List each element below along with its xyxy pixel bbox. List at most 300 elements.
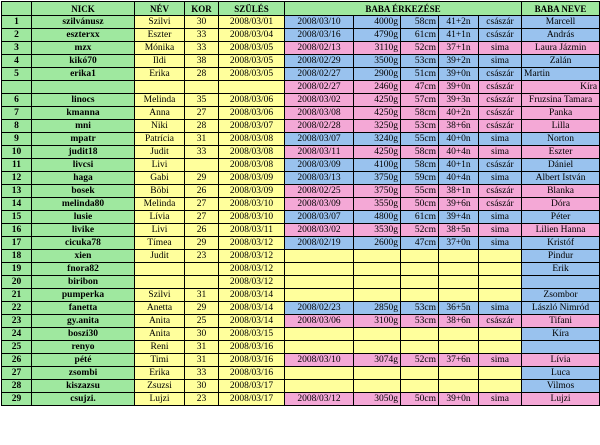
baby-name-cell: Pindur — [522, 250, 600, 263]
gestation-week-cell: 40+4n — [439, 146, 479, 159]
birth-date-cell: 2008/03/10 — [285, 16, 354, 29]
name-cell — [135, 263, 185, 276]
row-index: 15 — [2, 211, 32, 224]
row-index: 2 — [2, 29, 32, 42]
baby-name-cell: Dániel — [522, 159, 600, 172]
gestation-week-cell: 39+0n — [439, 81, 479, 94]
due-date-cell: 2008/03/01 — [219, 16, 285, 29]
delivery-mode-cell: császár — [479, 107, 522, 120]
nick-cell: fanetta — [32, 302, 135, 315]
table-row — [2, 198, 600, 211]
delivery-mode-cell: császár — [479, 68, 522, 81]
due-date-cell: 2008/03/08 — [219, 146, 285, 159]
name-cell: Reni — [135, 341, 185, 354]
age-cell: 25 — [185, 315, 219, 328]
row-index: 13 — [2, 185, 32, 198]
table-row — [2, 185, 600, 198]
birth-date-cell: 2008/02/23 — [285, 302, 354, 315]
due-date-cell: 2008/03/11 — [219, 224, 285, 237]
baby-name-cell: Kíra — [522, 328, 600, 341]
baby-name-cell: Blanka — [522, 185, 600, 198]
gestation-week-cell: 37+1n — [439, 42, 479, 55]
delivery-mode-cell: sima — [479, 393, 522, 406]
row-index: 7 — [2, 107, 32, 120]
birth-date-cell: 2008/03/09 — [285, 159, 354, 172]
baby-name-cell: Tifani — [522, 315, 600, 328]
birth-length-cell: 52cm — [401, 354, 439, 367]
name-cell: Gabi — [135, 172, 185, 185]
name-cell: Szilvi — [135, 289, 185, 302]
birth-length-cell: 53cm — [401, 120, 439, 133]
due-date-cell: 2008/03/06 — [219, 94, 285, 107]
birth-weight-cell: 3750g — [354, 172, 401, 185]
table-row — [2, 315, 600, 328]
age-cell — [185, 81, 219, 94]
birth-length-cell — [401, 341, 439, 354]
delivery-mode-cell: sima — [479, 302, 522, 315]
header-idx — [2, 2, 32, 16]
birth-length-cell: 57cm — [401, 94, 439, 107]
gestation-week-cell — [439, 367, 479, 380]
baby-name-cell: László Nimród — [522, 302, 600, 315]
row-index: 3 — [2, 42, 32, 55]
birth-weight-cell: 4100g — [354, 159, 401, 172]
name-cell: Livi — [135, 224, 185, 237]
delivery-mode-cell — [479, 380, 522, 393]
birth-length-cell: 55cm — [401, 133, 439, 146]
name-cell: Niki — [135, 120, 185, 133]
baby-name-cell: Lilla — [522, 120, 600, 133]
baby-name-cell: Fruzsina Tamara — [522, 94, 600, 107]
table-row — [2, 42, 600, 55]
table-row — [2, 146, 600, 159]
row-index: 23 — [2, 315, 32, 328]
header-row — [2, 2, 600, 16]
due-date-cell: 2008/03/10 — [219, 211, 285, 224]
due-date-cell: 2008/03/15 — [219, 328, 285, 341]
row-index: 21 — [2, 289, 32, 302]
nick-cell: haga — [32, 172, 135, 185]
nick-cell: biribon — [32, 276, 135, 289]
due-date-cell: 2008/03/12 — [219, 250, 285, 263]
baby-name-cell: Kíra — [522, 81, 600, 94]
birth-weight-cell: 4000g — [354, 16, 401, 29]
name-cell: Mónika — [135, 42, 185, 55]
birth-length-cell: 59cm — [401, 172, 439, 185]
baby-name-cell: Marcell — [522, 16, 600, 29]
row-index: 20 — [2, 276, 32, 289]
due-date-cell: 2008/03/04 — [219, 29, 285, 42]
birth-length-cell: 61cm — [401, 29, 439, 42]
delivery-mode-cell: sima — [479, 354, 522, 367]
name-cell: Erika — [135, 367, 185, 380]
birth-weight-cell: 3074g — [354, 354, 401, 367]
nick-cell: kikó70 — [32, 55, 135, 68]
birth-weight-cell: 4250g — [354, 107, 401, 120]
birth-length-cell: 58cm — [401, 107, 439, 120]
birth-weight-cell: 3550g — [354, 198, 401, 211]
birth-length-cell — [401, 276, 439, 289]
age-cell: 28 — [185, 120, 219, 133]
name-cell: Anita — [135, 315, 185, 328]
table-row — [2, 341, 600, 354]
birth-length-cell — [401, 328, 439, 341]
name-cell: Szilvi — [135, 16, 185, 29]
row-index: 1 — [2, 16, 32, 29]
birth-date-cell — [285, 341, 354, 354]
table-row — [2, 133, 600, 146]
name-cell: Eszter — [135, 29, 185, 42]
gestation-week-cell: 39+0n — [439, 393, 479, 406]
birth-weight-cell: 3250g — [354, 120, 401, 133]
birth-date-cell: 2008/03/09 — [285, 198, 354, 211]
delivery-mode-cell: sima — [479, 237, 522, 250]
age-cell: 31 — [185, 289, 219, 302]
baby-name-cell: Martin — [522, 68, 600, 81]
due-date-cell: 2008/03/16 — [219, 341, 285, 354]
due-date-cell: 2008/03/09 — [219, 172, 285, 185]
table-row — [2, 211, 600, 224]
gestation-week-cell: 41+1n — [439, 29, 479, 42]
age-cell: 23 — [185, 393, 219, 406]
birth-date-cell: 2008/03/07 — [285, 211, 354, 224]
delivery-mode-cell — [479, 341, 522, 354]
birth-weight-cell — [354, 263, 401, 276]
age-cell: 33 — [185, 42, 219, 55]
row-index: 29 — [2, 393, 32, 406]
gestation-week-cell — [439, 289, 479, 302]
birth-date-cell: 2008/03/02 — [285, 224, 354, 237]
birth-date-cell: 2008/03/10 — [285, 354, 354, 367]
age-cell: 26 — [185, 224, 219, 237]
delivery-mode-cell: sima — [479, 146, 522, 159]
birth-weight-cell: 4790g — [354, 29, 401, 42]
nick-cell: melinda80 — [32, 198, 135, 211]
gestation-week-cell: 37+6n — [439, 354, 479, 367]
nick-cell: csujzi. — [32, 393, 135, 406]
row-index: 25 — [2, 341, 32, 354]
table-body — [2, 16, 600, 406]
birth-weight-cell: 2900g — [354, 68, 401, 81]
birth-date-cell: 2008/03/02 — [285, 94, 354, 107]
baby-name-cell: Erik — [522, 263, 600, 276]
birth-weight-cell: 2600g — [354, 237, 401, 250]
table-row — [2, 81, 600, 94]
table-row — [2, 237, 600, 250]
nick-cell: livike — [32, 224, 135, 237]
due-date-cell: 2008/03/12 — [219, 237, 285, 250]
birth-weight-cell — [354, 341, 401, 354]
age-cell: 30 — [185, 328, 219, 341]
row-index: 9 — [2, 133, 32, 146]
due-date-cell: 2008/03/12 — [219, 263, 285, 276]
birth-weight-cell: 2460g — [354, 81, 401, 94]
nick-cell: szilvánusz — [32, 16, 135, 29]
birth-length-cell: 47cm — [401, 237, 439, 250]
row-index: 14 — [2, 198, 32, 211]
birth-weight-cell — [354, 328, 401, 341]
age-cell: 27 — [185, 198, 219, 211]
baby-name-cell: Lívia — [522, 354, 600, 367]
baby-name-cell: Luca — [522, 367, 600, 380]
table-row — [2, 250, 600, 263]
due-date-cell: 2008/03/17 — [219, 380, 285, 393]
delivery-mode-cell: császár — [479, 16, 522, 29]
birth-length-cell: 61cm — [401, 211, 439, 224]
nick-cell: lusie — [32, 211, 135, 224]
due-date-cell: 2008/03/05 — [219, 68, 285, 81]
nick-cell: judit18 — [32, 146, 135, 159]
delivery-mode-cell: császár — [479, 198, 522, 211]
birth-length-cell: 50cm — [401, 393, 439, 406]
delivery-mode-cell: sima — [479, 55, 522, 68]
nick-cell: linocs — [32, 94, 135, 107]
delivery-mode-cell: császár — [479, 94, 522, 107]
age-cell: 33 — [185, 146, 219, 159]
birth-date-cell — [285, 380, 354, 393]
due-date-cell: 2008/03/05 — [219, 55, 285, 68]
birth-date-cell — [285, 263, 354, 276]
name-cell: Zsuzsi — [135, 380, 185, 393]
nick-cell: livcsi — [32, 159, 135, 172]
nick-cell: zsombi — [32, 367, 135, 380]
baby-name-cell: Laura Jázmin — [522, 42, 600, 55]
table-row — [2, 68, 600, 81]
name-cell: Timi — [135, 354, 185, 367]
age-cell: 29 — [185, 302, 219, 315]
birth-date-cell: 2008/02/28 — [285, 120, 354, 133]
name-cell: Lívia — [135, 211, 185, 224]
birth-length-cell — [401, 367, 439, 380]
delivery-mode-cell: császár — [479, 29, 522, 42]
name-cell — [135, 276, 185, 289]
birth-date-cell: 2008/02/27 — [285, 81, 354, 94]
due-date-cell: 2008/03/06 — [219, 107, 285, 120]
nick-cell: cicuka78 — [32, 237, 135, 250]
age-cell: 31 — [185, 354, 219, 367]
delivery-mode-cell: császár — [479, 185, 522, 198]
delivery-mode-cell: császár — [479, 315, 522, 328]
birth-length-cell — [401, 289, 439, 302]
gestation-week-cell — [439, 276, 479, 289]
birth-date-cell: 2008/02/29 — [285, 55, 354, 68]
table-row — [2, 55, 600, 68]
header-nick: NICK — [32, 2, 135, 16]
nick-cell — [32, 81, 135, 94]
gestation-week-cell: 41+2n — [439, 16, 479, 29]
birth-date-cell — [285, 367, 354, 380]
gestation-week-cell: 38+6n — [439, 315, 479, 328]
row-index: 4 — [2, 55, 32, 68]
gestation-week-cell: 38+6n — [439, 120, 479, 133]
nick-cell: pété — [32, 354, 135, 367]
birth-weight-cell: 3240g — [354, 133, 401, 146]
age-cell: 29 — [185, 172, 219, 185]
baby-name-cell: Lilien Hanna — [522, 224, 600, 237]
gestation-week-cell: 39+3n — [439, 94, 479, 107]
delivery-mode-cell — [479, 289, 522, 302]
delivery-mode-cell: császár — [479, 120, 522, 133]
name-cell: Anetta — [135, 302, 185, 315]
baby-name-cell: Kristóf — [522, 237, 600, 250]
due-date-cell: 2008/03/14 — [219, 289, 285, 302]
age-cell: 33 — [185, 29, 219, 42]
table-row — [2, 328, 600, 341]
birth-weight-cell — [354, 289, 401, 302]
name-cell: Livi — [135, 159, 185, 172]
age-cell: 30 — [185, 380, 219, 393]
gestation-week-cell — [439, 263, 479, 276]
birth-length-cell: 58cm — [401, 16, 439, 29]
nick-cell: boszi30 — [32, 328, 135, 341]
baby-name-cell: Eszter — [522, 146, 600, 159]
age-cell: 26 — [185, 185, 219, 198]
nick-cell: mpatr — [32, 133, 135, 146]
birth-length-cell — [401, 263, 439, 276]
due-date-cell: 2008/03/05 — [219, 42, 285, 55]
delivery-mode-cell: sima — [479, 211, 522, 224]
gestation-week-cell — [439, 250, 479, 263]
due-date-cell: 2008/03/10 — [219, 198, 285, 211]
gestation-week-cell: 36+5n — [439, 302, 479, 315]
age-cell: 27 — [185, 211, 219, 224]
birth-length-cell: 55cm — [401, 185, 439, 198]
birth-length-cell: 50cm — [401, 198, 439, 211]
birth-weight-cell: 2850g — [354, 302, 401, 315]
gestation-week-cell: 40+4n — [439, 172, 479, 185]
delivery-mode-cell — [479, 276, 522, 289]
baby-name-cell: Zsombor — [522, 289, 600, 302]
delivery-mode-cell — [479, 328, 522, 341]
birth-length-cell: 53cm — [401, 302, 439, 315]
age-cell: 33 — [185, 367, 219, 380]
table-row — [2, 289, 600, 302]
name-cell: Tímea — [135, 237, 185, 250]
birth-date-cell: 2008/03/07 — [285, 133, 354, 146]
name-cell: Melinda — [135, 94, 185, 107]
birth-length-cell: 47cm — [401, 81, 439, 94]
birth-length-cell: 53cm — [401, 55, 439, 68]
birth-length-cell — [401, 250, 439, 263]
birth-date-cell: 2008/02/25 — [285, 185, 354, 198]
table-row — [2, 29, 600, 42]
birth-date-cell — [285, 276, 354, 289]
name-cell: Ildi — [135, 55, 185, 68]
birth-weight-cell: 3750g — [354, 185, 401, 198]
birth-table — [1, 1, 600, 406]
birth-weight-cell: 3100g — [354, 315, 401, 328]
baby-name-cell: Albert István — [522, 172, 600, 185]
row-index: 17 — [2, 237, 32, 250]
due-date-cell: 2008/03/16 — [219, 367, 285, 380]
delivery-mode-cell: sima — [479, 42, 522, 55]
birth-date-cell — [285, 289, 354, 302]
birth-weight-cell: 3500g — [354, 55, 401, 68]
delivery-mode-cell: császár — [479, 81, 522, 94]
row-index: 26 — [2, 354, 32, 367]
table-row — [2, 159, 600, 172]
due-date-cell: 2008/03/07 — [219, 120, 285, 133]
due-date-cell: 2008/03/16 — [219, 354, 285, 367]
birth-date-cell: 2008/03/12 — [285, 393, 354, 406]
birth-length-cell: 52cm — [401, 224, 439, 237]
nick-cell: kiszazsu — [32, 380, 135, 393]
table-row — [2, 354, 600, 367]
birth-weight-cell — [354, 367, 401, 380]
header-baba-erkezese: BABA ÉRKEZÉSE — [285, 2, 522, 16]
birth-weight-cell: 4250g — [354, 94, 401, 107]
table-row — [2, 94, 600, 107]
table-row — [2, 224, 600, 237]
gestation-week-cell: 39+6n — [439, 198, 479, 211]
baby-name-cell: Dóra — [522, 198, 600, 211]
row-index: 10 — [2, 146, 32, 159]
gestation-week-cell: 38+5n — [439, 224, 479, 237]
row-index: 22 — [2, 302, 32, 315]
birth-length-cell: 58cm — [401, 159, 439, 172]
row-index: 5 — [2, 68, 32, 81]
birth-length-cell — [401, 380, 439, 393]
age-cell — [185, 276, 219, 289]
birth-weight-cell: 4800g — [354, 211, 401, 224]
name-cell: Böbi — [135, 185, 185, 198]
birth-length-cell: 52cm — [401, 42, 439, 55]
due-date-cell: 2008/03/14 — [219, 315, 285, 328]
due-date-cell: 2008/03/08 — [219, 133, 285, 146]
header-baba-neve: BABA NEVE — [522, 2, 600, 16]
age-cell: 31 — [185, 341, 219, 354]
delivery-mode-cell: császár — [479, 159, 522, 172]
row-index: 11 — [2, 159, 32, 172]
row-index: 18 — [2, 250, 32, 263]
delivery-mode-cell: sima — [479, 224, 522, 237]
birth-date-cell: 2008/02/13 — [285, 42, 354, 55]
birth-weight-cell — [354, 250, 401, 263]
baby-name-cell: Norton — [522, 133, 600, 146]
due-date-cell: 2008/03/08 — [219, 159, 285, 172]
birth-date-cell: 2008/03/08 — [285, 107, 354, 120]
baby-name-cell: Panka — [522, 107, 600, 120]
birth-weight-cell: 4250g — [354, 146, 401, 159]
birth-date-cell: 2008/02/19 — [285, 237, 354, 250]
baby-name-cell — [522, 276, 600, 289]
gestation-week-cell: 40+2n — [439, 107, 479, 120]
age-cell — [185, 263, 219, 276]
row-index: 12 — [2, 172, 32, 185]
delivery-mode-cell — [479, 263, 522, 276]
name-cell: Lujzi — [135, 393, 185, 406]
due-date-cell: 2008/03/09 — [219, 185, 285, 198]
baby-name-cell: Vilmos — [522, 380, 600, 393]
due-date-cell: 2008/03/17 — [219, 393, 285, 406]
birth-date-cell — [285, 328, 354, 341]
gestation-week-cell — [439, 341, 479, 354]
nick-cell: eszterxx — [32, 29, 135, 42]
header-szules: SZÜLÉS — [219, 2, 285, 16]
birth-weight-cell: 3110g — [354, 42, 401, 55]
birth-date-cell: 2008/03/11 — [285, 146, 354, 159]
gestation-week-cell: 37+0n — [439, 237, 479, 250]
age-cell: 30 — [185, 16, 219, 29]
nick-cell: xien — [32, 250, 135, 263]
table-row — [2, 380, 600, 393]
birth-weight-cell: 3530g — [354, 224, 401, 237]
age-cell: 31 — [185, 133, 219, 146]
delivery-mode-cell: sima — [479, 133, 522, 146]
birth-date-cell: 2008/02/27 — [285, 68, 354, 81]
baby-name-cell: Zalán — [522, 55, 600, 68]
header-kor: KOR — [185, 2, 219, 16]
